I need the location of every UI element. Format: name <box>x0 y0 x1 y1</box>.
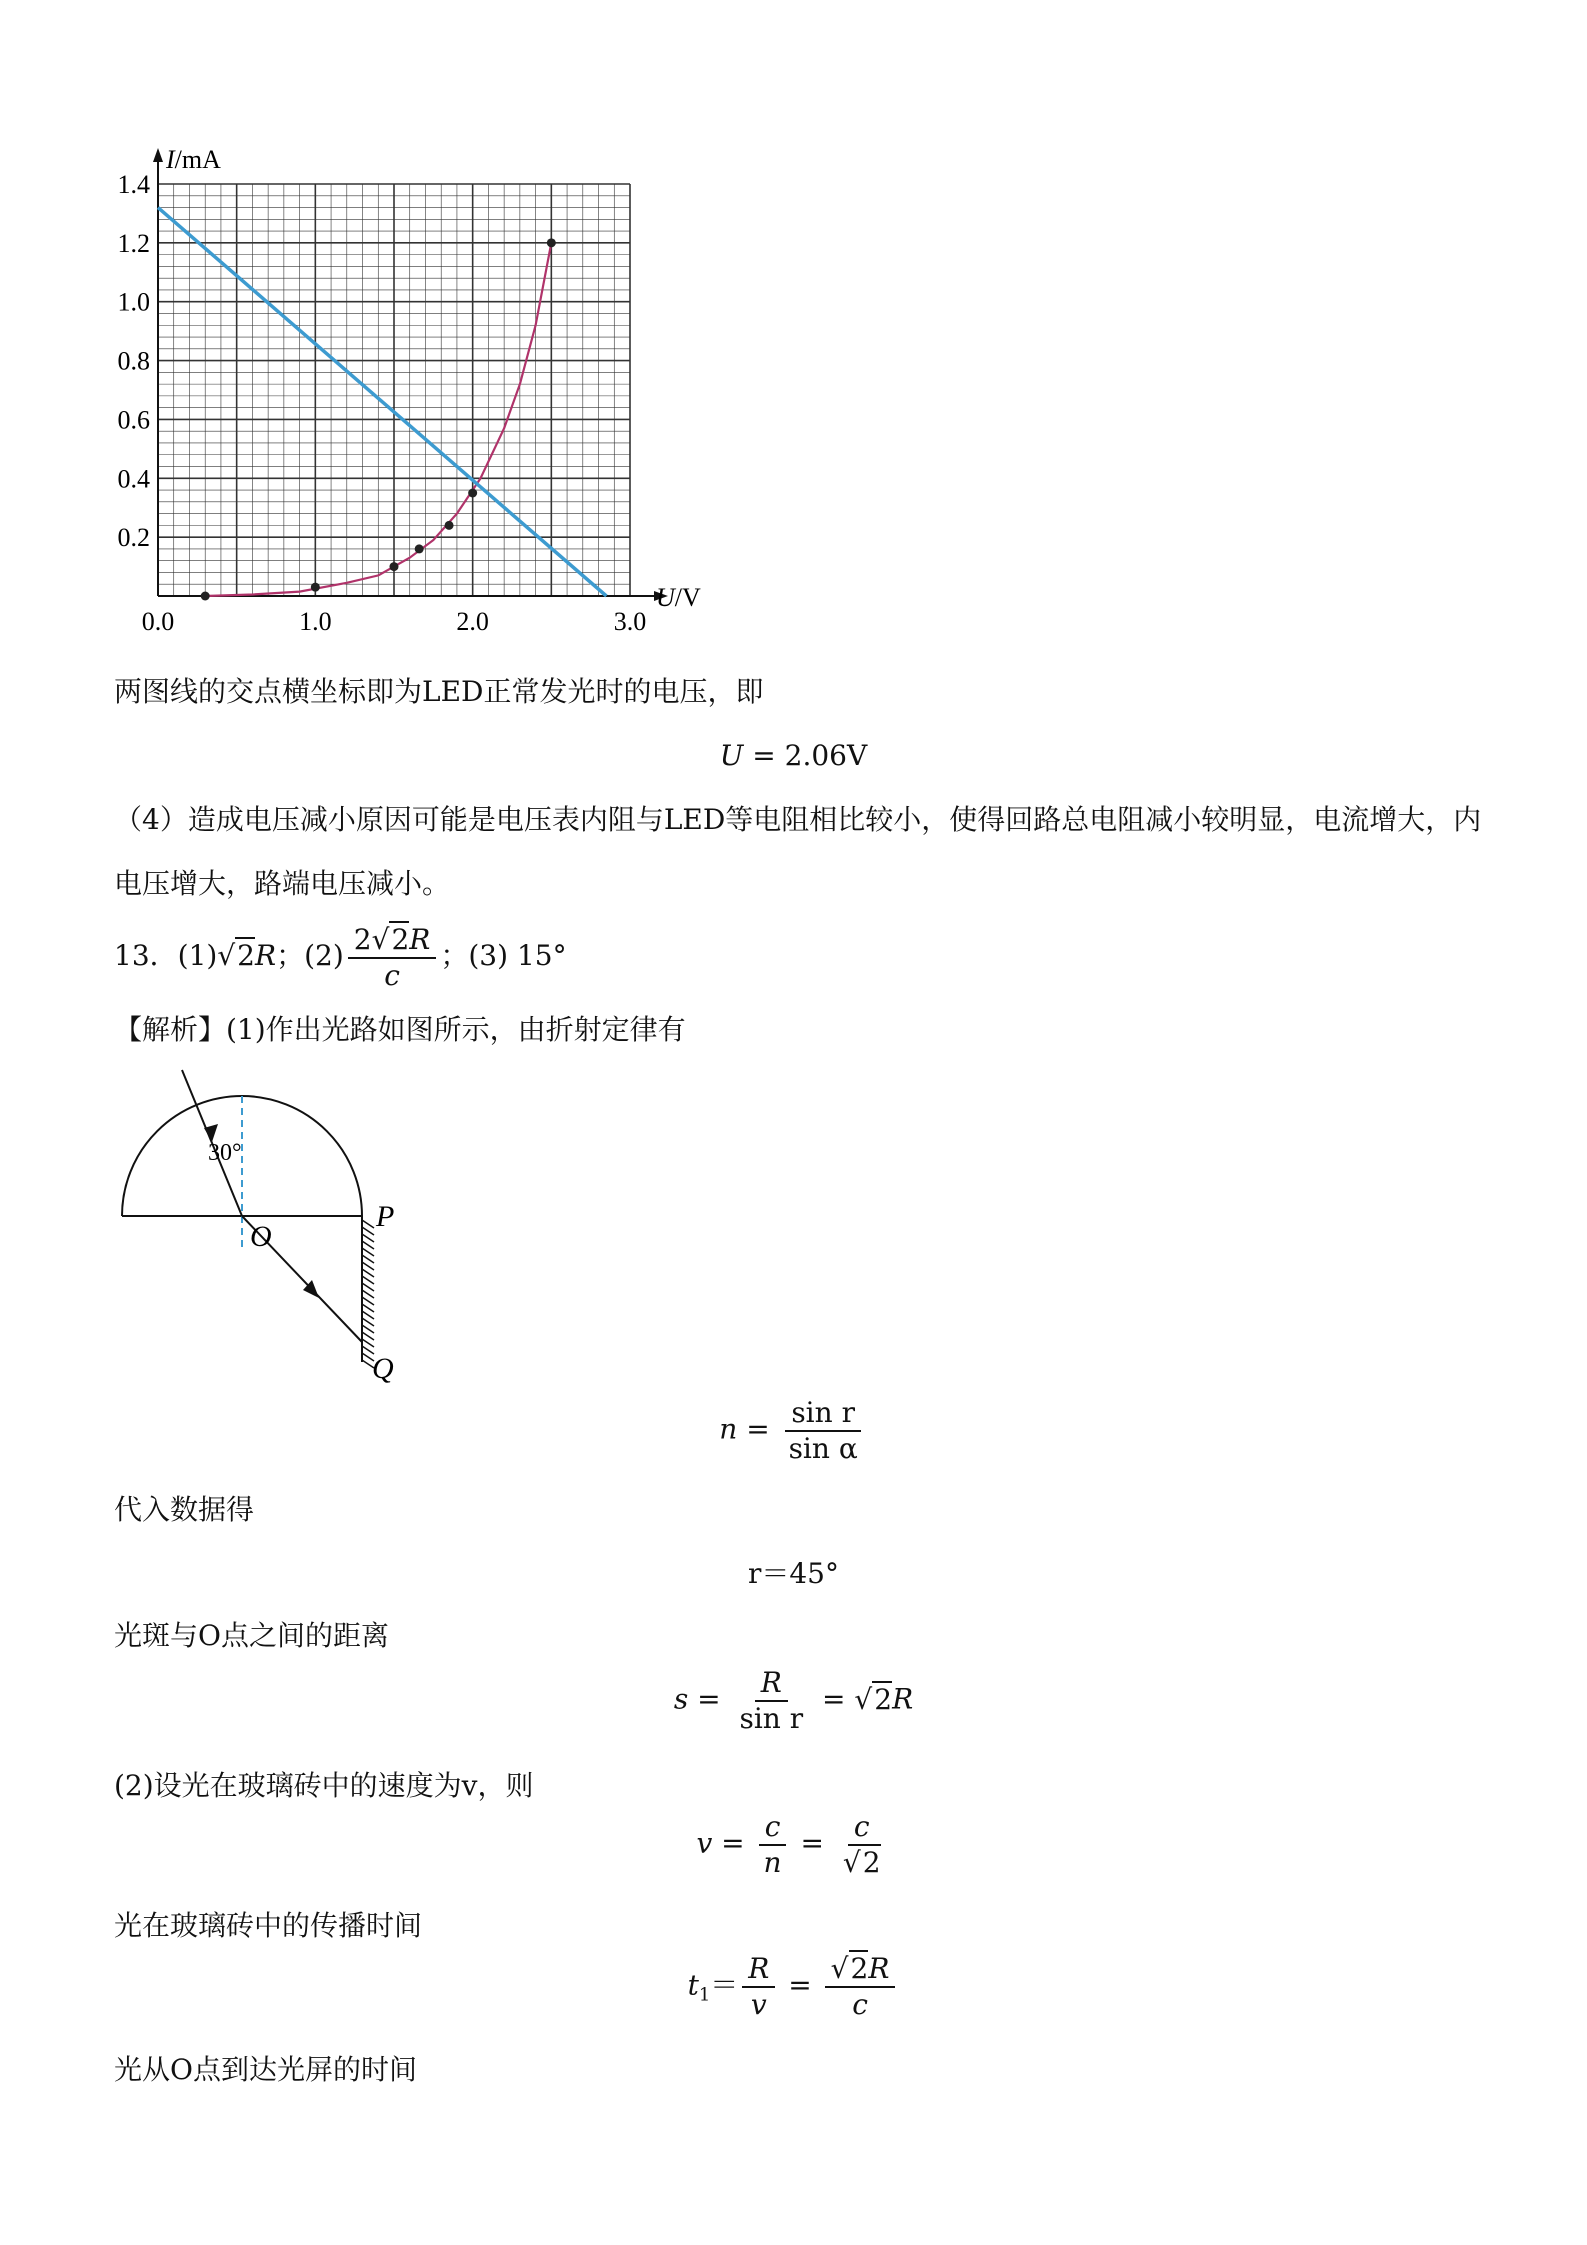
hatch-line <box>362 1227 374 1235</box>
paragraph-travel-time: 光在玻璃砖中的传播时间 <box>114 1909 423 1942</box>
hatch-line <box>362 1262 374 1270</box>
answer-13: 13．(1)√2R；(2) $\frac{2√2R}{c}$ ；(3) 15° <box>114 922 567 992</box>
hatch-line <box>362 1318 374 1326</box>
equation-u: U = 2.06V <box>719 739 868 772</box>
analysis-heading: 【解析】(1)作出光路如图所示，由折射定律有 <box>114 1013 686 1046</box>
hatch-line <box>362 1269 374 1277</box>
hatch-line <box>362 1325 374 1333</box>
y-tick-label: 0.8 <box>117 346 150 376</box>
equation-t1: $t_1=$ $\frac{R}{v}$ = $\frac{√2R}{c}$ <box>0 1952 1587 2022</box>
data-point <box>445 521 454 530</box>
chart-grid <box>158 184 630 596</box>
data-point <box>415 544 424 553</box>
point-o-label: O <box>250 1220 272 1253</box>
angle-label: 30° <box>208 1140 242 1166</box>
paragraph-4-line2: 电压增大，路端电压减小。 <box>114 867 451 900</box>
point-p-label: P <box>376 1200 395 1233</box>
y-tick-label: 1.4 <box>117 170 150 199</box>
equation-s: s = $\frac{R}{\text{sin r}}$ = √2R <box>673 1666 914 1735</box>
paragraph-distance: 光斑与O点之间的距离 <box>114 1619 389 1652</box>
optics-diagram <box>100 1060 460 1400</box>
data-point <box>390 562 399 571</box>
equation-v: v = $\frac{c}{n}$ = $\frac{c}{√2}$ <box>696 1810 881 1879</box>
y-tick-label: 1.2 <box>117 228 150 258</box>
y-tick-label: 0.2 <box>117 523 150 553</box>
paragraph-last: 光从O点到达光屏的时间 <box>114 2053 417 2086</box>
paragraph-intersection: 两图线的交点横坐标即为LED正常发光时的电压，即 <box>114 675 764 708</box>
paragraph-substitute: 代入数据得 <box>114 1493 255 1526</box>
hatch-line <box>362 1241 374 1249</box>
x-tick-label: 1.0 <box>299 607 332 636</box>
hatch-line <box>362 1311 374 1319</box>
chart-axes <box>153 148 668 601</box>
hatch-line <box>362 1283 374 1291</box>
data-point <box>547 238 556 247</box>
hatch-line <box>362 1290 374 1298</box>
x-axis-label: U/V <box>656 583 701 612</box>
data-point <box>311 583 320 592</box>
x-tick-label: 2.0 <box>456 607 489 636</box>
equation-n: n = $\frac{\text{sin r}}{\text{sin α}}$ <box>0 1396 1587 1466</box>
x-tick-label: 3.0 <box>613 607 647 636</box>
iu-chart <box>100 140 720 660</box>
hatch-line <box>362 1255 374 1263</box>
y-tick-label: 0.4 <box>117 464 150 494</box>
point-q-label: Q <box>372 1352 394 1385</box>
data-point <box>201 592 210 601</box>
screen-hatching <box>362 1220 374 1368</box>
data-point <box>468 489 477 498</box>
y-tick-label: 0.6 <box>117 405 150 435</box>
x-tick-label: 0.0 <box>141 607 175 636</box>
equation-r: r＝45° <box>747 1557 839 1590</box>
hatch-line <box>362 1248 374 1256</box>
hatch-line <box>362 1339 374 1347</box>
paragraph-speed: (2)设光在玻璃砖中的速度为v，则 <box>114 1769 534 1802</box>
y-tick-label: 1.0 <box>117 287 150 317</box>
hatch-line <box>362 1276 374 1284</box>
hatch-line <box>362 1332 374 1340</box>
hatch-line <box>362 1234 374 1242</box>
hatch-line <box>362 1220 374 1228</box>
hatch-line <box>362 1304 374 1312</box>
hatch-line <box>362 1297 374 1305</box>
paragraph-4-line1: （4）造成电压减小原因可能是电压表内阻与LED等电阻相比较小，使得回路总电阻减小较明显，电流增大，内 <box>114 803 1482 836</box>
y-axis-label: I/mA <box>166 145 221 174</box>
